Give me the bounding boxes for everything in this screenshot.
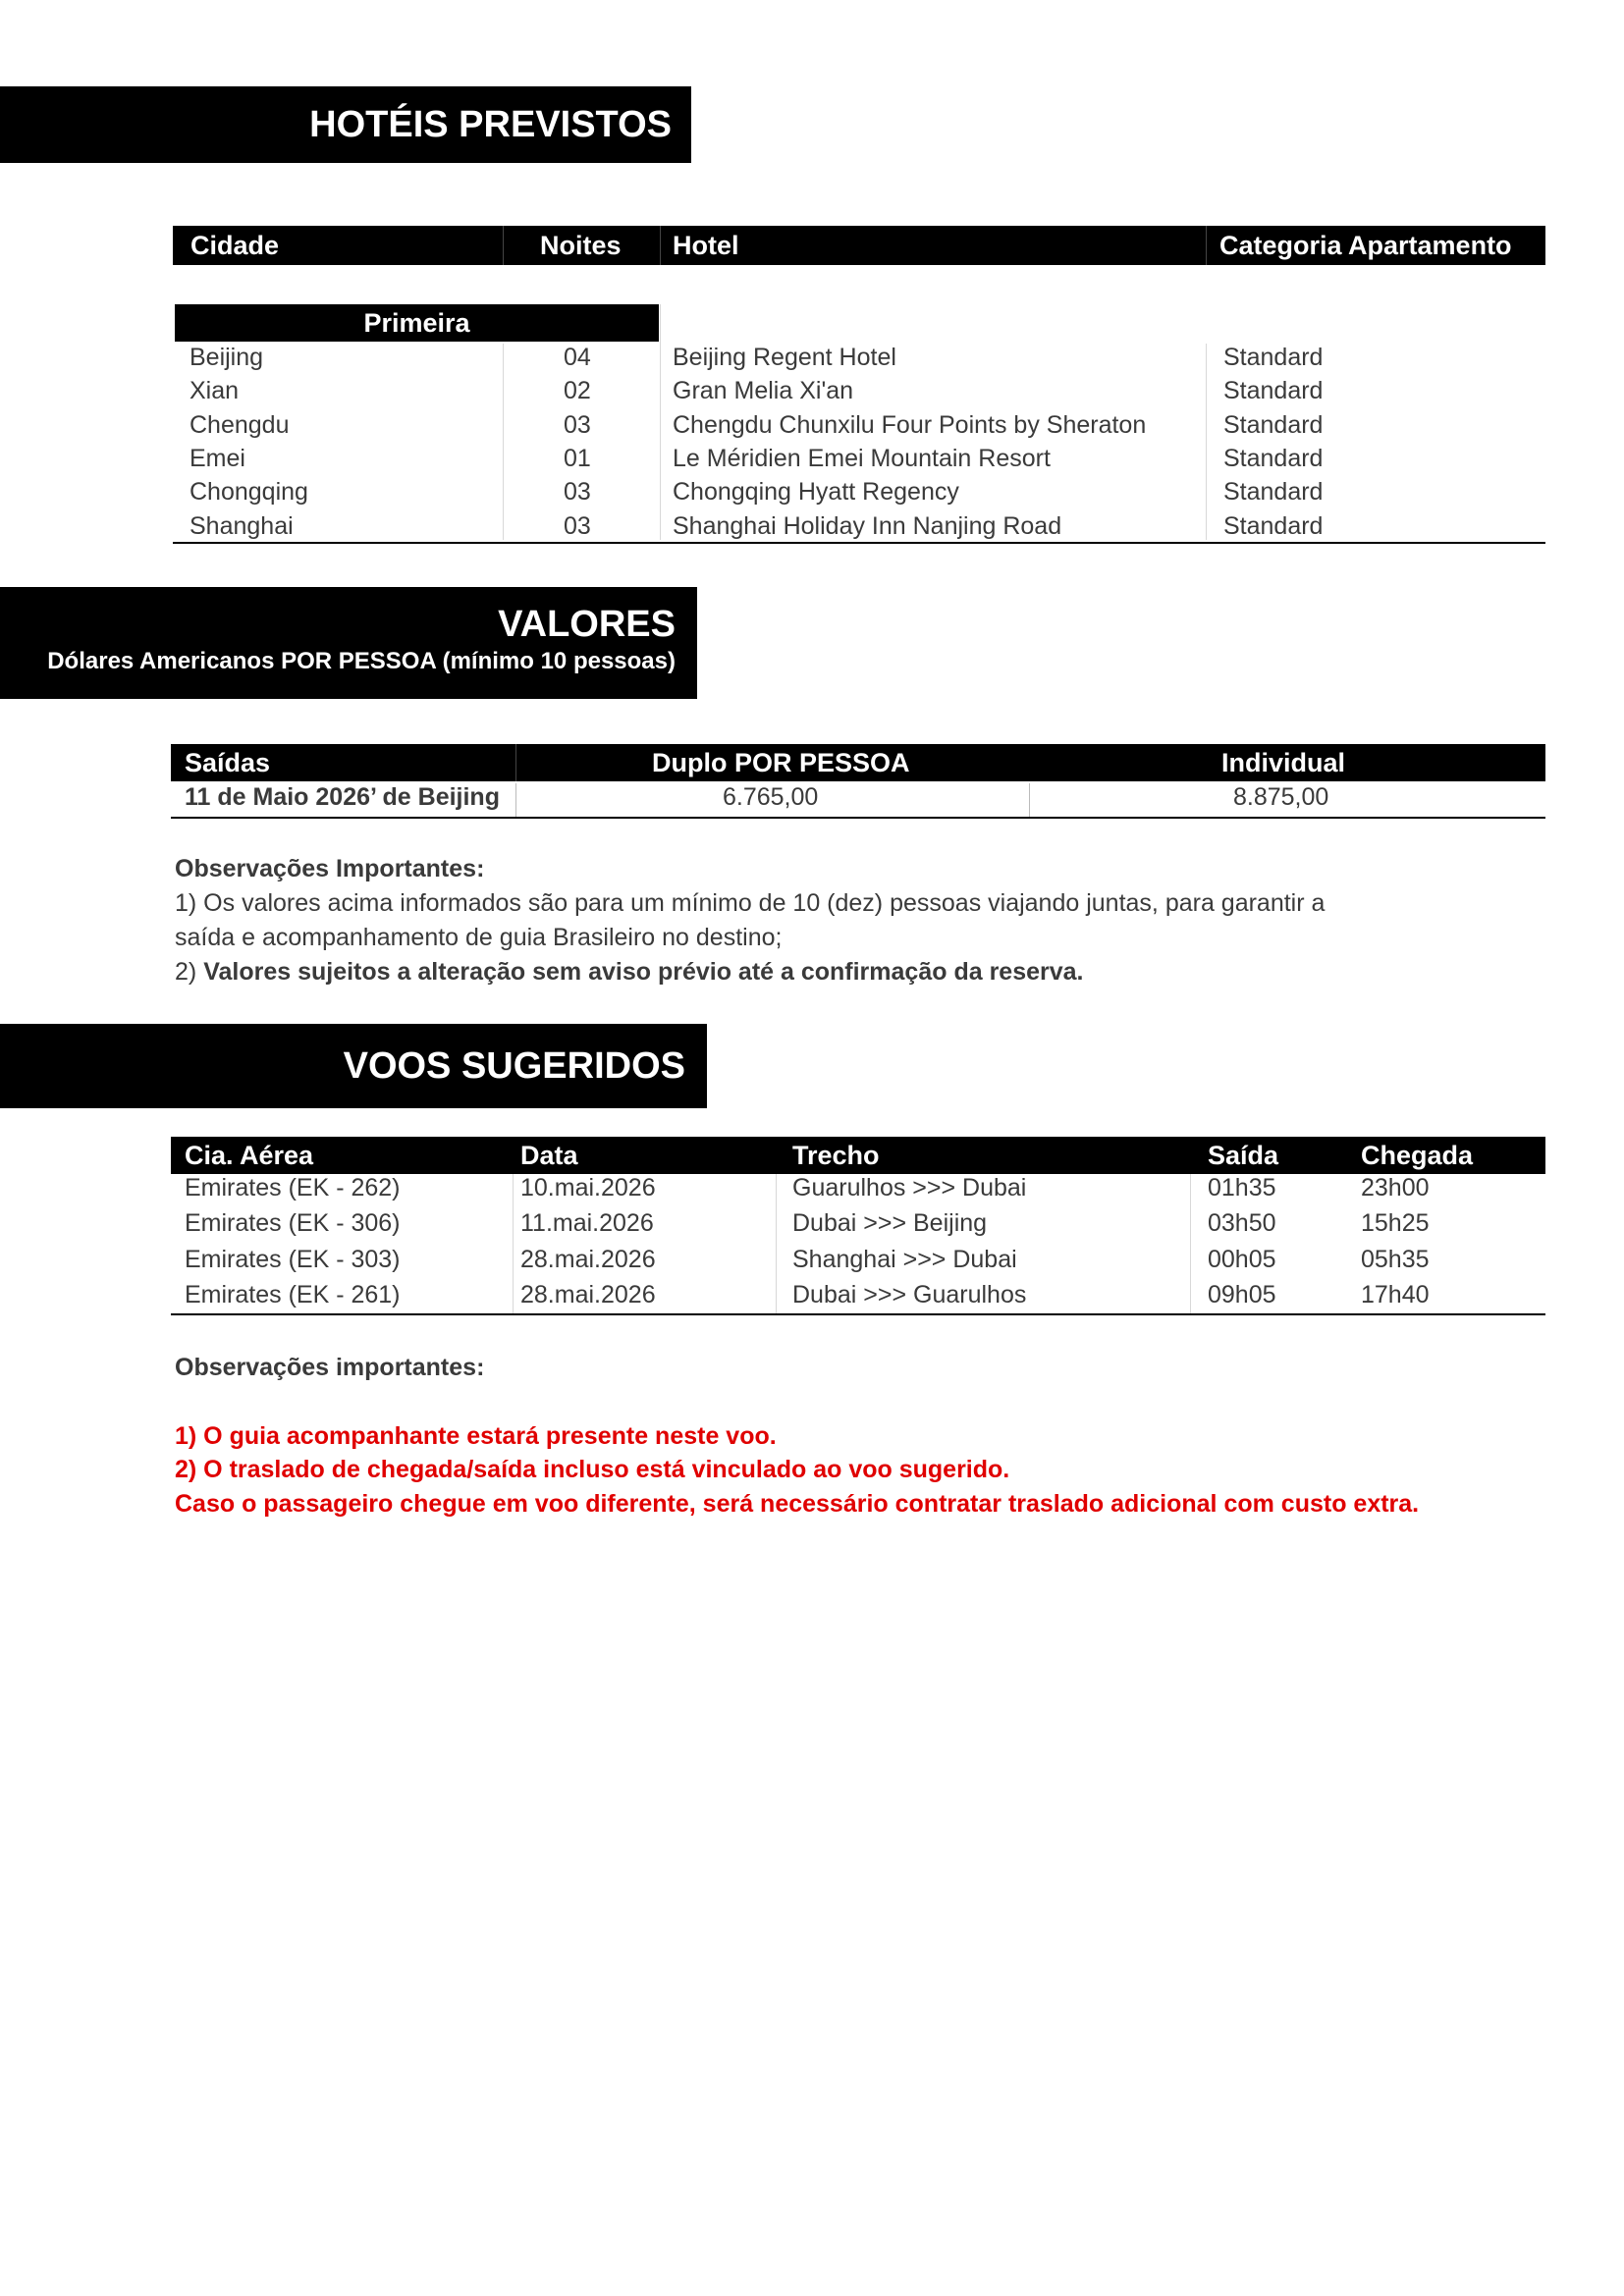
header-saidas: Saídas bbox=[185, 748, 271, 777]
header-divider bbox=[660, 226, 661, 265]
flights-red-note-3: Caso o passageiro chegue em voo diferente, será necessário contratar traslado adicional com custo extra. bbox=[175, 1490, 1420, 1518]
departure-time-cell: 00h05 bbox=[1208, 1246, 1276, 1273]
header-cia: Cia. Aérea bbox=[185, 1141, 314, 1170]
flights-red-note-2: 2) O traslado de chegada/saída incluso está vinculado ao voo sugerido. bbox=[175, 1456, 1010, 1483]
flights-title: VOOS SUGERIDOS bbox=[343, 1045, 685, 1087]
hotel-row bbox=[173, 478, 1545, 511]
airline-cell: Emirates (EK - 262) bbox=[185, 1174, 401, 1201]
values-title: VALORES bbox=[498, 604, 676, 645]
note-2-prefix: 2) bbox=[175, 958, 204, 986]
header-saida: Saída bbox=[1208, 1141, 1279, 1170]
nights-cell: 03 bbox=[564, 511, 591, 540]
city-cell: Chongqing bbox=[189, 478, 308, 507]
arrival-time-cell: 15h25 bbox=[1361, 1209, 1430, 1237]
hotel-cell: Beijing Regent Hotel bbox=[673, 344, 896, 371]
departure-date: 11 de Maio 2026’ de Beijing bbox=[185, 783, 500, 811]
nights-cell: 02 bbox=[564, 377, 591, 405]
hotel-cell: Chengdu Chunxilu Four Points by Sheraton bbox=[673, 410, 1147, 439]
values-banner bbox=[0, 587, 697, 699]
city-cell: Chengdu bbox=[189, 410, 290, 439]
hotel-row bbox=[173, 377, 1545, 410]
nights-cell: 01 bbox=[564, 444, 591, 472]
header-duplo: Duplo POR PESSOA bbox=[652, 748, 910, 777]
hotel-cell: Gran Melia Xi'an bbox=[673, 377, 854, 405]
header-cidade: Cidade bbox=[190, 231, 280, 260]
airline-cell: Emirates (EK - 306) bbox=[185, 1209, 401, 1237]
hotel-row bbox=[173, 411, 1545, 445]
header-hotel: Hotel bbox=[673, 231, 739, 260]
hotel-cell: Shanghai Holiday Inn Nanjing Road bbox=[673, 511, 1062, 540]
date-cell: 28.mai.2026 bbox=[520, 1281, 656, 1308]
flights-notes-title: Observações importantes: bbox=[175, 1354, 485, 1381]
route-cell: Shanghai >>> Dubai bbox=[792, 1246, 1017, 1273]
row-divider bbox=[1029, 783, 1030, 817]
date-cell: 10.mai.2026 bbox=[520, 1174, 656, 1201]
hotels-title: HOTÉIS PREVISTOS bbox=[309, 104, 672, 145]
body-divider bbox=[503, 344, 504, 540]
hotels-table-bottom-rule bbox=[173, 542, 1545, 544]
flights-table-bottom-rule bbox=[171, 1313, 1545, 1315]
header-divider bbox=[515, 744, 516, 781]
group-label-primeira: Primeira bbox=[175, 304, 659, 342]
flights-table-header bbox=[171, 1137, 1545, 1174]
hotel-row bbox=[173, 512, 1545, 546]
hotels-table-header bbox=[173, 226, 1545, 265]
departure-time-cell: 01h35 bbox=[1208, 1174, 1276, 1201]
double-price: 6.765,00 bbox=[723, 783, 819, 811]
values-row bbox=[171, 783, 1545, 817]
single-price: 8.875,00 bbox=[1233, 783, 1329, 811]
header-chegada: Chegada bbox=[1361, 1141, 1474, 1170]
header-divider bbox=[1206, 226, 1207, 265]
flights-red-note-1: 1) O guia acompanhante estará presente neste voo. bbox=[175, 1422, 777, 1450]
values-table-header bbox=[171, 744, 1545, 781]
route-cell: Dubai >>> Guarulhos bbox=[792, 1281, 1027, 1308]
values-note-1a: 1) Os valores acima informados são para um mínimo de 10 (dez) pessoas viajando juntas, para garantir a bbox=[175, 889, 1326, 917]
category-cell: Standard bbox=[1223, 478, 1324, 507]
airline-cell: Emirates (EK - 303) bbox=[185, 1246, 401, 1273]
header-divider bbox=[503, 226, 504, 265]
hotel-row bbox=[173, 445, 1545, 478]
body-divider bbox=[776, 1174, 777, 1313]
header-individual: Individual bbox=[1221, 748, 1346, 777]
airline-cell: Emirates (EK - 261) bbox=[185, 1281, 401, 1308]
header-data: Data bbox=[520, 1141, 578, 1170]
date-cell: 11.mai.2026 bbox=[520, 1209, 654, 1237]
hotel-cell: Le Méridien Emei Mountain Resort bbox=[673, 444, 1051, 472]
hotel-cell: Chongqing Hyatt Regency bbox=[673, 478, 959, 507]
nights-cell: 03 bbox=[564, 410, 591, 439]
header-categoria: Categoria Apartamento bbox=[1219, 231, 1512, 260]
body-divider bbox=[1206, 344, 1207, 540]
body-divider bbox=[1190, 1174, 1191, 1313]
values-subtitle: Dólares Americanos POR PESSOA (mínimo 10 pessoas) bbox=[47, 648, 676, 674]
route-cell: Dubai >>> Beijing bbox=[792, 1209, 988, 1237]
hotel-row bbox=[173, 344, 1545, 377]
departure-time-cell: 03h50 bbox=[1208, 1209, 1276, 1237]
category-cell: Standard bbox=[1223, 444, 1324, 472]
city-cell: Emei bbox=[189, 444, 245, 472]
city-cell: Shanghai bbox=[189, 511, 294, 540]
category-cell: Standard bbox=[1223, 344, 1324, 371]
header-noites: Noites bbox=[540, 231, 622, 260]
arrival-time-cell: 17h40 bbox=[1361, 1281, 1430, 1308]
city-cell: Xian bbox=[189, 377, 240, 405]
values-note-2 bbox=[175, 955, 1084, 989]
row-divider bbox=[515, 783, 516, 817]
departure-time-cell: 09h05 bbox=[1208, 1281, 1276, 1308]
hotels-banner bbox=[0, 86, 691, 163]
body-divider bbox=[513, 1174, 514, 1313]
values-notes-title: Observações Importantes: bbox=[175, 855, 485, 882]
category-cell: Standard bbox=[1223, 511, 1324, 540]
flight-row bbox=[171, 1281, 1545, 1314]
route-cell: Guarulhos >>> Dubai bbox=[792, 1174, 1027, 1201]
date-cell: 28.mai.2026 bbox=[520, 1246, 656, 1273]
flights-banner bbox=[0, 1024, 707, 1108]
nights-cell: 03 bbox=[564, 478, 591, 507]
flight-row bbox=[171, 1209, 1545, 1243]
nights-cell: 04 bbox=[564, 344, 591, 371]
arrival-time-cell: 05h35 bbox=[1361, 1246, 1430, 1273]
flight-row bbox=[171, 1174, 1545, 1207]
category-cell: Standard bbox=[1223, 377, 1324, 405]
flight-row bbox=[171, 1246, 1545, 1279]
note-2-bold: Valores sujeitos a alteração sem aviso prévio até a confirmação da reserva. bbox=[203, 958, 1084, 986]
category-cell: Standard bbox=[1223, 410, 1324, 439]
header-trecho: Trecho bbox=[792, 1141, 880, 1170]
values-table-bottom-rule bbox=[171, 817, 1545, 819]
values-note-1b: saída e acompanhamento de guia Brasileiro no destino; bbox=[175, 924, 783, 951]
arrival-time-cell: 23h00 bbox=[1361, 1174, 1430, 1201]
body-divider bbox=[660, 304, 661, 540]
city-cell: Beijing bbox=[189, 344, 264, 371]
